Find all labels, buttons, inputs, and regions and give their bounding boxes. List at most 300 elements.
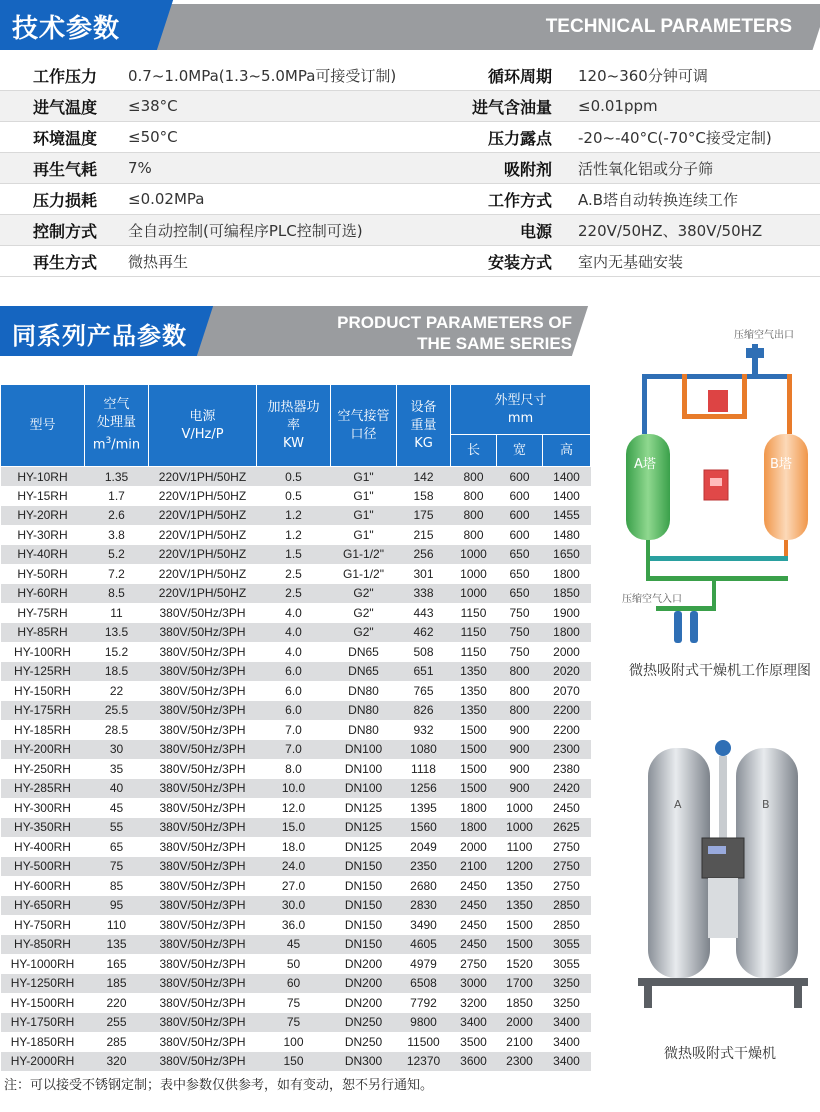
header-model: 型号 (1, 385, 85, 467)
table-row (1, 779, 591, 799)
product-caption: 微热吸附式干燥机 (664, 1046, 776, 1062)
table-row (1, 486, 591, 506)
cell-weight: 215 (397, 525, 451, 545)
tech-param-label: 进气含油量 (471, 97, 552, 117)
cell-height: 3400 (543, 1013, 591, 1033)
tech-param-label: 工作压力 (32, 66, 97, 86)
cell-power: 220V/1PH/50HZ (149, 564, 257, 584)
cell-weight: 2350 (397, 857, 451, 877)
tech-param-value: 全自动控制(可编程序PLC控制可选) (128, 221, 363, 240)
cell-power: 380V/50Hz/3PH (149, 954, 257, 974)
cell-height: 2420 (543, 779, 591, 799)
cell-weight: 2680 (397, 876, 451, 896)
table-row (1, 935, 591, 955)
footnote: 注：可以接受不锈钢定制；表中参数仅供参考，如有变动，恕不另行通知。 (4, 1078, 434, 1093)
cell-power: 380V/50Hz/3PH (149, 642, 257, 662)
cell-model: HY-175RH (1, 701, 85, 721)
cell-air-flow: 2.6 (85, 506, 149, 526)
header-weight: 设备 重量 KG (397, 385, 451, 467)
cell-height: 3250 (543, 993, 591, 1013)
cell-model: HY-50RH (1, 564, 85, 584)
cell-power: 380V/50Hz/3PH (149, 837, 257, 857)
cell-heater-power: 75 (257, 993, 331, 1013)
tech-param-label: 吸附剂 (503, 159, 552, 179)
tech-param-value: ≤0.02MPa (128, 190, 205, 208)
cell-length: 800 (451, 467, 497, 487)
cell-power: 380V/50Hz/3PH (149, 720, 257, 740)
base-leg (794, 986, 802, 1008)
cell-length: 1000 (451, 564, 497, 584)
cell-width: 600 (497, 467, 543, 487)
table-row (1, 642, 591, 662)
cell-power: 220V/1PH/50HZ (149, 525, 257, 545)
inlet-label: 压缩空气入口 (622, 594, 682, 605)
cell-weight: 1118 (397, 759, 451, 779)
cell-heater-power: 75 (257, 1013, 331, 1033)
cell-width: 750 (497, 642, 543, 662)
cell-height: 2020 (543, 662, 591, 682)
bottom-link-left (646, 556, 650, 581)
cell-weight: 1395 (397, 798, 451, 818)
tech-param-value: A.B塔自动转换连续工作 (578, 190, 739, 209)
regen-cross-pipe (682, 414, 747, 419)
cell-pipe-size: DN200 (331, 993, 397, 1013)
header-length: 长 (451, 435, 497, 467)
table-row (1, 915, 591, 935)
table-row (1, 681, 591, 701)
table-row (1, 837, 591, 857)
tower-a-mark: A (674, 798, 682, 811)
table-row (1, 1013, 591, 1033)
regen-pipe (682, 374, 687, 419)
header-pipe: 空气接管 口径 (331, 385, 397, 467)
cell-length: 2450 (451, 876, 497, 896)
cell-weight: 1560 (397, 818, 451, 838)
cell-height: 1480 (543, 525, 591, 545)
bottom-pipe-2 (646, 576, 788, 581)
header-width: 宽 (497, 435, 543, 467)
tech-param-label: 电源 (519, 221, 552, 241)
cell-height: 2750 (543, 857, 591, 877)
cell-weight: 765 (397, 681, 451, 701)
cell-model: HY-125RH (1, 662, 85, 682)
outlet-valve-icon (746, 348, 764, 358)
series-title-en-line1: PRODUCT PARAMETERS OF (337, 313, 572, 332)
cell-power: 380V/50Hz/3PH (149, 915, 257, 935)
cell-model: HY-150RH (1, 681, 85, 701)
cell-pipe-size: G2" (331, 584, 397, 604)
cell-power: 380V/50Hz/3PH (149, 935, 257, 955)
inlet-riser (712, 576, 716, 606)
cell-air-flow: 1.35 (85, 467, 149, 487)
cell-air-flow: 75 (85, 857, 149, 877)
cell-heater-power: 4.0 (257, 623, 331, 643)
diagram-caption: 微热吸附式干燥机工作原理图 (629, 663, 811, 679)
tech-param-label: 安装方式 (487, 252, 552, 272)
cell-heater-power: 50 (257, 954, 331, 974)
cell-power: 380V/50Hz/3PH (149, 701, 257, 721)
cell-model: HY-400RH (1, 837, 85, 857)
cell-weight: 12370 (397, 1052, 451, 1072)
cell-height: 2450 (543, 798, 591, 818)
cell-pipe-size: G2" (331, 623, 397, 643)
cell-length: 3400 (451, 1013, 497, 1033)
cell-air-flow: 165 (85, 954, 149, 974)
cell-model: HY-85RH (1, 623, 85, 643)
cell-width: 900 (497, 740, 543, 760)
cell-length: 1150 (451, 623, 497, 643)
tech-param-value: 室内无基础安装 (578, 252, 684, 271)
header-height: 高 (543, 435, 591, 467)
cell-pipe-size: DN100 (331, 740, 397, 760)
cell-width: 1000 (497, 818, 543, 838)
cell-power: 380V/50Hz/3PH (149, 623, 257, 643)
cell-air-flow: 18.5 (85, 662, 149, 682)
cell-width: 800 (497, 701, 543, 721)
tech-param-row (0, 153, 820, 184)
table-row (1, 662, 591, 682)
cell-length: 2450 (451, 915, 497, 935)
cell-length: 3000 (451, 974, 497, 994)
cell-length: 2100 (451, 857, 497, 877)
tech-param-row (0, 215, 820, 246)
tech-param-value: 120~360分钟可调 (578, 66, 708, 85)
tech-params-banner (0, 0, 820, 54)
cell-height: 2750 (543, 837, 591, 857)
cell-length: 3500 (451, 1032, 497, 1052)
cell-pipe-size: DN200 (331, 954, 397, 974)
cell-power: 380V/50Hz/3PH (149, 798, 257, 818)
product-table (0, 384, 591, 1071)
cell-pipe-size: G2" (331, 603, 397, 623)
cell-heater-power: 1.5 (257, 545, 331, 565)
cell-length: 800 (451, 506, 497, 526)
top-pipe (642, 374, 792, 379)
cell-height: 2300 (543, 740, 591, 760)
cell-model: HY-2000RH (1, 1052, 85, 1072)
tech-param-value: ≤50°C (128, 128, 178, 146)
table-row (1, 584, 591, 604)
cell-air-flow: 5.2 (85, 545, 149, 565)
cell-length: 1350 (451, 701, 497, 721)
table-row (1, 954, 591, 974)
inlet-pipe (656, 606, 716, 611)
cell-length: 1150 (451, 642, 497, 662)
cell-length: 3600 (451, 1052, 497, 1072)
tech-param-label: 压力露点 (487, 128, 552, 148)
cell-width: 750 (497, 623, 543, 643)
cell-width: 650 (497, 584, 543, 604)
tech-param-label: 进气温度 (32, 97, 97, 117)
tech-param-label: 环境温度 (32, 128, 97, 148)
table-row (1, 525, 591, 545)
cell-air-flow: 45 (85, 798, 149, 818)
valve-assembly (708, 878, 738, 938)
cell-heater-power: 100 (257, 1032, 331, 1052)
cell-heater-power: 7.0 (257, 720, 331, 740)
cell-length: 1000 (451, 545, 497, 565)
cell-width: 1500 (497, 935, 543, 955)
cell-weight: 9800 (397, 1013, 451, 1033)
cell-height: 2200 (543, 701, 591, 721)
tower-b-mark: B (762, 798, 770, 811)
cell-power: 380V/50Hz/3PH (149, 1052, 257, 1072)
cell-width: 600 (497, 525, 543, 545)
tech-param-row (0, 122, 820, 153)
dryer-product-image (628, 728, 818, 1018)
cell-heater-power: 60 (257, 974, 331, 994)
table-row (1, 467, 591, 487)
tower-a (626, 434, 670, 540)
cell-model: HY-600RH (1, 876, 85, 896)
cell-pipe-size: DN125 (331, 837, 397, 857)
base-leg (644, 986, 652, 1008)
cell-weight: 6508 (397, 974, 451, 994)
cell-air-flow: 95 (85, 896, 149, 916)
table-row (1, 818, 591, 838)
cell-weight: 1080 (397, 740, 451, 760)
cell-power: 380V/50Hz/3PH (149, 974, 257, 994)
cell-air-flow: 55 (85, 818, 149, 838)
cell-weight: 7792 (397, 993, 451, 1013)
cell-pipe-size: DN150 (331, 896, 397, 916)
cell-weight: 4979 (397, 954, 451, 974)
tech-param-row (0, 246, 820, 277)
cell-heater-power: 6.0 (257, 662, 331, 682)
cell-height: 3400 (543, 1052, 591, 1072)
cell-width: 1350 (497, 876, 543, 896)
table-row (1, 876, 591, 896)
cell-heater-power: 18.0 (257, 837, 331, 857)
cell-air-flow: 85 (85, 876, 149, 896)
cell-length: 2450 (451, 935, 497, 955)
cell-pipe-size: DN80 (331, 681, 397, 701)
table-row (1, 564, 591, 584)
right-top-pipe (787, 374, 792, 434)
cell-air-flow: 320 (85, 1052, 149, 1072)
tech-param-label: 工作方式 (487, 190, 552, 210)
cell-weight: 256 (397, 545, 451, 565)
cell-air-flow: 1.7 (85, 486, 149, 506)
cell-weight: 4605 (397, 935, 451, 955)
cell-air-flow: 110 (85, 915, 149, 935)
tech-param-value: ≤38°C (128, 97, 178, 115)
table-row (1, 1032, 591, 1052)
control-panel-icon (702, 838, 744, 878)
series-banner (0, 306, 600, 358)
cell-air-flow: 15.2 (85, 642, 149, 662)
cell-air-flow: 22 (85, 681, 149, 701)
cell-power: 220V/1PH/50HZ (149, 584, 257, 604)
table-row (1, 993, 591, 1013)
bottom-pipe (646, 556, 788, 561)
table-row (1, 1052, 591, 1072)
control-display-icon (708, 846, 726, 854)
cell-weight: 2830 (397, 896, 451, 916)
cell-height: 2380 (543, 759, 591, 779)
cell-heater-power: 4.0 (257, 642, 331, 662)
cell-width: 650 (497, 545, 543, 565)
cell-height: 1400 (543, 467, 591, 487)
cell-heater-power: 10.0 (257, 779, 331, 799)
cell-weight: 11500 (397, 1032, 451, 1052)
cell-pipe-size: DN65 (331, 642, 397, 662)
cell-air-flow: 65 (85, 837, 149, 857)
tech-params-title: 技术参数 (12, 14, 121, 44)
cell-power: 380V/50Hz/3PH (149, 681, 257, 701)
heater-icon (708, 390, 728, 412)
base-frame (638, 978, 808, 986)
inlet-filter-icon (690, 611, 698, 643)
cell-width: 900 (497, 759, 543, 779)
cell-air-flow: 25.5 (85, 701, 149, 721)
cell-pipe-size: G1" (331, 506, 397, 526)
cell-power: 380V/50Hz/3PH (149, 857, 257, 877)
cell-air-flow: 185 (85, 974, 149, 994)
cell-length: 1500 (451, 779, 497, 799)
cell-length: 1500 (451, 759, 497, 779)
series-title-en (337, 312, 572, 354)
cell-weight: 462 (397, 623, 451, 643)
inlet-filter-icon (674, 611, 682, 643)
cell-pipe-size: DN250 (331, 1032, 397, 1052)
tech-param-row (0, 91, 820, 122)
cell-weight: 338 (397, 584, 451, 604)
cell-height: 1850 (543, 584, 591, 604)
tech-param-value: 微热再生 (128, 252, 189, 271)
cell-air-flow: 7.2 (85, 564, 149, 584)
cell-pipe-size: G1" (331, 486, 397, 506)
series-title-en-line2: THE SAME SERIES (417, 334, 572, 353)
cell-weight: 3490 (397, 915, 451, 935)
table-row (1, 974, 591, 994)
cell-width: 2100 (497, 1032, 543, 1052)
cell-power: 220V/1PH/50HZ (149, 506, 257, 526)
header-air-flow: 空气 处理量 $m^3/\min$ (85, 385, 149, 467)
cell-pipe-size: DN125 (331, 818, 397, 838)
cell-width: 900 (497, 720, 543, 740)
cell-width: 1000 (497, 798, 543, 818)
cell-air-flow: 40 (85, 779, 149, 799)
cell-model: HY-185RH (1, 720, 85, 740)
cell-power: 380V/50Hz/3PH (149, 896, 257, 916)
cell-weight: 301 (397, 564, 451, 584)
cell-width: 2000 (497, 1013, 543, 1033)
header-heater: 加热器功 率 KW (257, 385, 331, 467)
cell-height: 2070 (543, 681, 591, 701)
outlet-valve-icon (715, 740, 731, 756)
cell-height: 3055 (543, 935, 591, 955)
tower-a-label: A塔 (634, 457, 656, 472)
cell-heater-power: 24.0 (257, 857, 331, 877)
cell-model: HY-1850RH (1, 1032, 85, 1052)
cell-width: 650 (497, 564, 543, 584)
cell-weight: 651 (397, 662, 451, 682)
cell-pipe-size: DN100 (331, 779, 397, 799)
cell-length: 800 (451, 525, 497, 545)
cell-heater-power: 1.2 (257, 506, 331, 526)
cell-height: 1400 (543, 486, 591, 506)
cell-weight: 932 (397, 720, 451, 740)
cell-power: 380V/50Hz/3PH (149, 759, 257, 779)
cell-model: HY-1250RH (1, 974, 85, 994)
table-row (1, 740, 591, 760)
cell-length: 2750 (451, 954, 497, 974)
cell-power: 380V/50Hz/3PH (149, 876, 257, 896)
cell-height: 2000 (543, 642, 591, 662)
table-row (1, 545, 591, 565)
cell-weight: 2049 (397, 837, 451, 857)
cell-power: 380V/50Hz/3PH (149, 1032, 257, 1052)
cell-power: 380V/50Hz/3PH (149, 993, 257, 1013)
cell-height: 1900 (543, 603, 591, 623)
cell-pipe-size: G1" (331, 525, 397, 545)
tech-params-title-en: TECHNICAL PARAMETERS (545, 16, 792, 37)
cell-height: 2750 (543, 876, 591, 896)
cell-power: 220V/1PH/50HZ (149, 486, 257, 506)
cell-weight: 1256 (397, 779, 451, 799)
cell-power: 380V/50Hz/3PH (149, 662, 257, 682)
header-dimensions: 外型尺寸 mm (451, 385, 591, 435)
cell-air-flow: 135 (85, 935, 149, 955)
cell-width: 1520 (497, 954, 543, 974)
table-row (1, 623, 591, 643)
cell-air-flow: 35 (85, 759, 149, 779)
table-row (1, 759, 591, 779)
cell-model: HY-40RH (1, 545, 85, 565)
cell-pipe-size: DN250 (331, 1013, 397, 1033)
cell-power: 380V/50Hz/3PH (149, 818, 257, 838)
left-top-pipe (642, 374, 647, 434)
cell-heater-power: 15.0 (257, 818, 331, 838)
cell-length: 1350 (451, 662, 497, 682)
cell-width: 2300 (497, 1052, 543, 1072)
cell-width: 1700 (497, 974, 543, 994)
tech-param-row (0, 60, 820, 91)
cell-air-flow: 28.5 (85, 720, 149, 740)
cell-height: 3400 (543, 1032, 591, 1052)
tech-param-value: 0.7~1.0MPa(1.3~5.0MPa可接受订制) (128, 66, 397, 85)
cell-model: HY-15RH (1, 486, 85, 506)
cell-pipe-size: DN300 (331, 1052, 397, 1072)
tech-params-table (0, 60, 820, 277)
cell-pipe-size: G1-1/2" (331, 564, 397, 584)
tech-param-label: 循环周期 (487, 66, 552, 86)
cell-power: 380V/50Hz/3PH (149, 603, 257, 623)
cell-model: HY-1500RH (1, 993, 85, 1013)
cell-model: HY-650RH (1, 896, 85, 916)
cell-height: 3055 (543, 954, 591, 974)
cell-width: 800 (497, 681, 543, 701)
cell-heater-power: 0.5 (257, 486, 331, 506)
table-row (1, 720, 591, 740)
cell-air-flow: 285 (85, 1032, 149, 1052)
cell-pipe-size: DN80 (331, 701, 397, 721)
cell-model: HY-300RH (1, 798, 85, 818)
cell-heater-power: 4.0 (257, 603, 331, 623)
cell-height: 2850 (543, 896, 591, 916)
cell-heater-power: 2.5 (257, 564, 331, 584)
cell-air-flow: 8.5 (85, 584, 149, 604)
cell-length: 2000 (451, 837, 497, 857)
cell-power: 380V/50Hz/3PH (149, 1013, 257, 1033)
cell-air-flow: 220 (85, 993, 149, 1013)
cell-heater-power: 0.5 (257, 467, 331, 487)
tech-param-row (0, 184, 820, 215)
cell-pipe-size: DN65 (331, 662, 397, 682)
table-row (1, 701, 591, 721)
cell-length: 1500 (451, 740, 497, 760)
